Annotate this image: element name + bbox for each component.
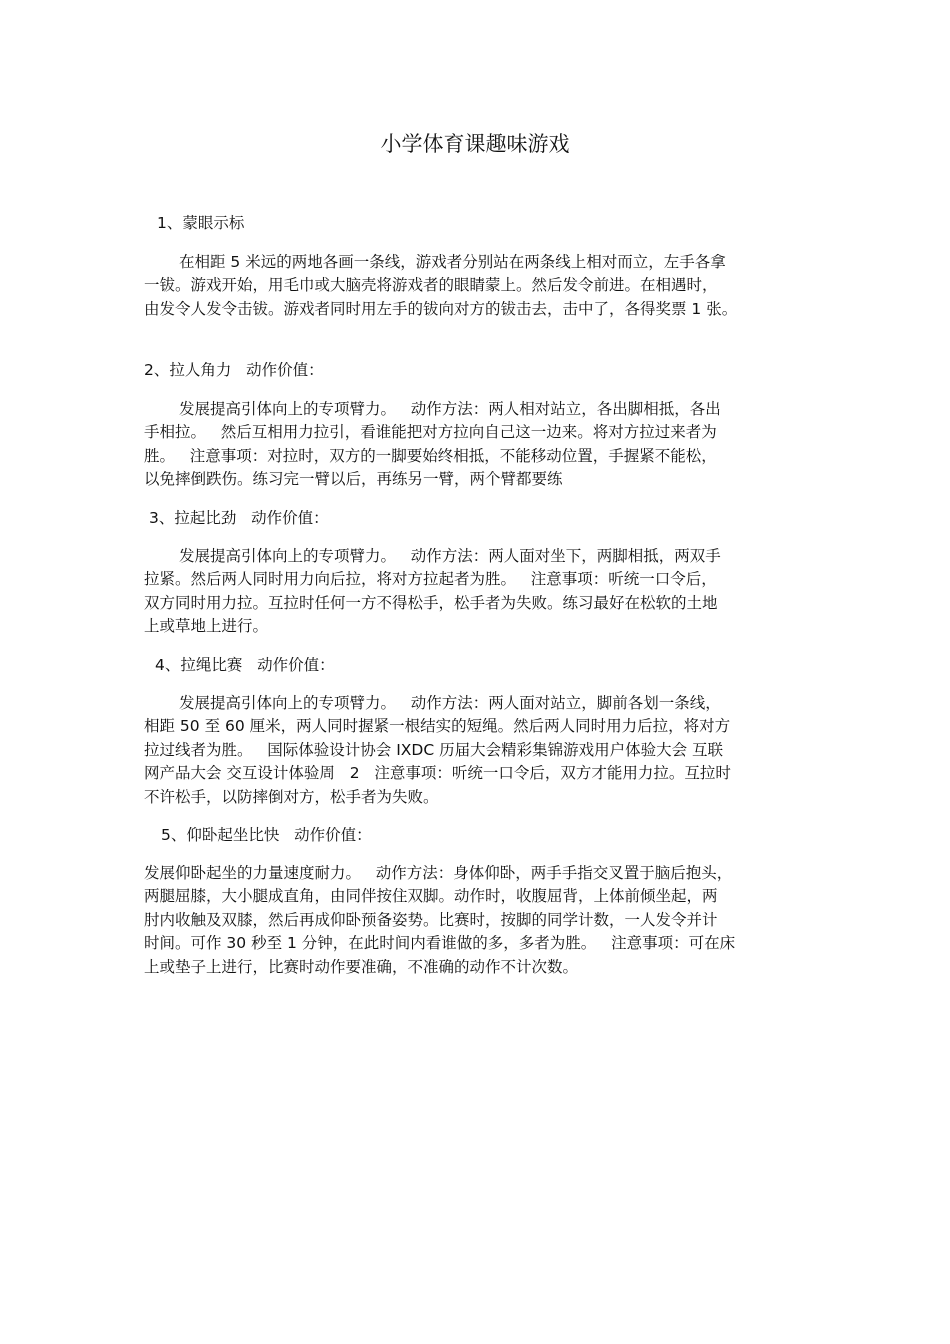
section-2-line-2: 手相拉。 然后互相用力拉引，看谁能把对方拉向自己这一边来。将对方拉过来者为 (144, 423, 717, 442)
section-4-line-2: 相距 50 至 60 厘米，两人同时握紧一根结实的短绳。然后两人同时用力后拉，将对方 (144, 717, 731, 736)
section-5-line-5: 上或垫子上进行，比赛时动作要准确，不准确的动作不计次数。 (144, 957, 579, 976)
section-2-line-3: 胜。 注意事项：对拉时，双方的一脚要始终相抵，不能移动位置，手握紧不能松， (144, 446, 717, 465)
section-2-body (144, 398, 808, 492)
section-3-line-2: 拉紧。然后两人同时用力向后拉，将对方拉起者为胜。 注意事项：听统一口令后， (144, 570, 717, 589)
document-title: 小学体育课趣味游戏 (380, 132, 570, 156)
section-3-line-4: 上或草地上进行。 (144, 617, 269, 636)
section-1-heading: 1、蒙眼示标 (157, 214, 245, 232)
section-5-line-1: 发展仰卧起坐的力量速度耐力。 动作方法：身体仰卧，两手手指交叉置于脑后抱头， (144, 864, 733, 882)
section-1-line-3: 由发令人发令击钹。游戏者同时用左手的钹向对方的钹击去，击中了，各得奖票 1 张。 (144, 299, 738, 318)
section-1-body (144, 251, 808, 321)
section-1-line-1: 在相距 5 米远的两地各画一条线，游戏者分别站在两条线上相对而立，左手各拿 (179, 253, 726, 271)
section-4-body (144, 692, 808, 809)
section-5-line-3: 肘内收触及双膝，然后再成仰卧预备姿势。比赛时，按脚的同学计数，一人发令并计 (144, 910, 718, 929)
section-4-line-3: 拉过线者为胜。 国际体验设计协会 IXDC 历届大会精彩集锦游戏用户体验大会 互联 (144, 740, 724, 759)
section-3-body (144, 545, 808, 639)
section-5-line-4: 时间。可作 30 秒至 1 分钟，在此时间内看谁做的多，多者为胜。 注意事项：可在床 (144, 934, 736, 953)
section-5-line-2: 两腿屈膝，大小腿成直角，由同伴按住双脚。动作时，收腹屈背，上体前倾坐起，两 (144, 887, 718, 906)
section-3-heading: 3、拉起比劲 动作价值： (149, 509, 329, 527)
section-3-line-3: 双方同时用力拉。互拉时任何一方不得松手，松手者为失败。练习最好在松软的土地 (144, 593, 718, 612)
section-1-line-2: 一钹。游戏开始，用毛巾或大脑壳将游戏者的眼睛蒙上。然后发令前进。在相遇时， (144, 276, 718, 295)
section-4-line-1: 发展提高引体向上的专项臂力。 动作方法：两人面对站立，脚前各划一条线， (179, 694, 721, 712)
section-5-heading: 5、仰卧起坐比快 动作价值： (161, 826, 372, 844)
section-4-line-4: 网产品大会 交互设计体验周 2 注意事项：听统一口令后，双方才能用力拉。互拉时 (144, 764, 731, 783)
section-2-line-4: 以免摔倒跌伤。练习完一臂以后，再练另一臂，两个臂都要练 (144, 470, 563, 489)
section-2-heading: 2、拉人角力 动作价值： (144, 361, 324, 379)
section-4-heading: 4、拉绳比赛 动作价值： (155, 656, 335, 674)
section-2-line-1: 发展提高引体向上的专项臂力。 动作方法：两人相对站立，各出脚相抵，各出 (179, 400, 721, 418)
section-4-line-5: 不许松手，以防摔倒对方，松手者为失败。 (144, 787, 439, 806)
section-3-line-1: 发展提高引体向上的专项臂力。 动作方法：两人面对坐下，两脚相抵，两双手 (179, 547, 721, 565)
section-5-body (144, 862, 808, 979)
